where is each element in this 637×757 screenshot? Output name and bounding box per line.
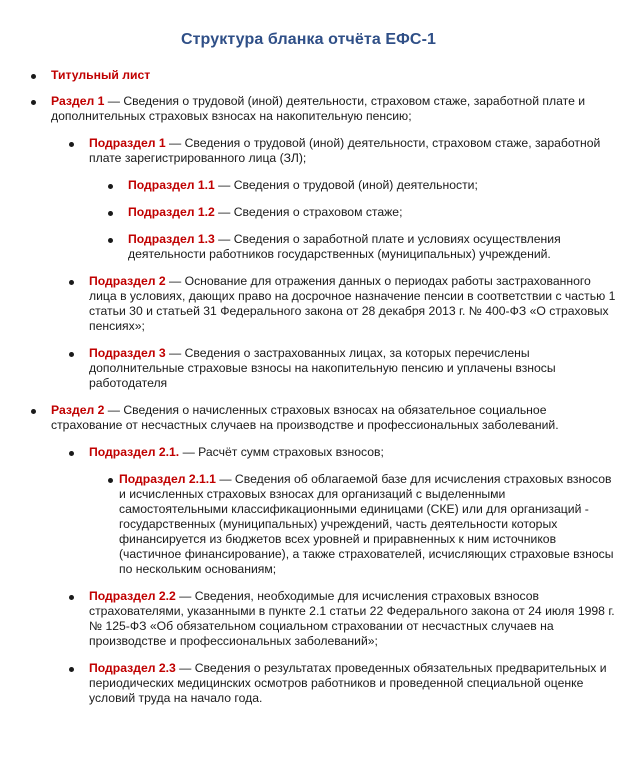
subsection-2-1-1-label: Подраздел 2.1.1 [119,472,216,486]
subsection-1-1-text: — Сведения о трудовой (иной) деятельности; [214,178,478,192]
list-item-title-sheet [0,68,617,83]
outline-list [0,68,617,124]
subsection-2-3-label: Подраздел 2.3 [89,661,176,675]
subsection-2-1-sublist [0,472,617,577]
document-title: Структура бланка отчёта ЕФС-1 [180,31,437,48]
list-item-subsection-2-1-1 [0,472,617,577]
list-item-subsection-1-2 [0,205,617,220]
section-1-label: Раздел 1 [51,94,105,108]
section-2-sublist [0,445,617,460]
subsection-1-sublist [0,178,617,262]
list-item-subsection-2 [0,274,617,334]
subsection-1-2-text: — Сведения о страховом стаже; [214,205,403,219]
section-1-text: — Сведения о трудовой (иной) деятельности, страховом стаже, заработной плате и дополнительных страховых взносах на накопительную пенсию; [51,94,586,123]
section-2-sublist-continued [0,589,617,706]
section-2-label: Раздел 2 [51,403,105,417]
section-1-sublist [0,136,617,166]
section-2-text: — Сведения о начисленных страховых взносах на обязательное социальное страхование от несчастных случаев на производстве и профессиональных заболеваний. [51,403,559,432]
subsection-1-3-label: Подраздел 1.3 [128,232,215,246]
section-1-sublist-continued [0,274,617,391]
list-item-subsection-1 [0,136,617,166]
title-sheet-label: Титульный лист [51,68,151,82]
list-item-section-1 [0,94,617,124]
outline-list-section-2 [0,403,617,433]
subsection-2-label: Подраздел 2 [89,274,166,288]
subsection-3-label: Подраздел 3 [89,346,166,360]
list-item-subsection-1-3 [0,232,617,262]
list-item-subsection-2-2 [0,589,617,649]
subsection-2-1-label: Подраздел 2.1. [89,445,180,459]
subsection-1-1-label: Подраздел 1.1 [128,178,215,192]
subsection-2-1-1-text: — Сведения об облагаемой базе для исчисления страховых взносов и исчисленных страховых взносах для организаций с выделенными самостоятельными классификационными единицами (СКЕ) или для организаций - государственных (муниципальных) учреждений, часть деятельности которых финансируется из бюджетов всех уровней и приравненных к ним источников (частичное финансирование), а также страхователей, исчисляющих страховые взносы по нескольким основаниям; [119,472,614,576]
subsection-2-3-text: — Сведения о результатах проведенных обязательных предварительных и периодических медицинских осмотров работников и проведенной специальной оценке условий труда на начало года. [89,661,607,705]
list-item-subsection-2-1 [0,445,617,460]
subsection-2-text: — Основание для отражения данных о периодах работы застрахованного лица в условиях, дающих право на досрочное назначение пенсии в соответствии с частью 1 статьи 30 и статьей 31 Федерального закона от 28 декабря 2013 г. № 400-ФЗ «О страховых пенсиях»; [89,274,616,333]
subsection-1-2-label: Подраздел 1.2 [128,205,215,219]
subsection-2-1-text: — Расчёт сумм страховых взносов; [179,445,384,459]
list-item-section-2 [0,403,617,433]
list-item-subsection-1-1 [0,178,617,193]
subsection-2-2-text: — Сведения, необходимые для исчисления страховых взносов страхователями, указанными в пункте 2.1 статьи 22 Федерального закона от 24 июля 1998 г. № 125-ФЗ «Об обязательном социальном страховании от несчастных случаев на производстве и профессиональных заболеваний»; [89,589,615,648]
subsection-1-text: — Сведения о трудовой (иной) деятельности, страховом стаже, заработной плате зарегистрированного лица (ЗЛ); [89,136,601,165]
subsection-1-label: Подраздел 1 [89,136,166,150]
list-item-subsection-3 [0,346,617,391]
subsection-2-2-label: Подраздел 2.2 [89,589,176,603]
list-item-subsection-2-3 [0,661,617,706]
subsection-3-text: — Сведения о застрахованных лицах, за которых перечислены дополнительные страховые взносы на накопительную пенсию и уплачены взносы работодателя [89,346,556,390]
subsection-1-3-text: — Сведения о заработной плате и условиях осуществления деятельности работников государственных (муниципальных) учреждений. [128,232,561,261]
